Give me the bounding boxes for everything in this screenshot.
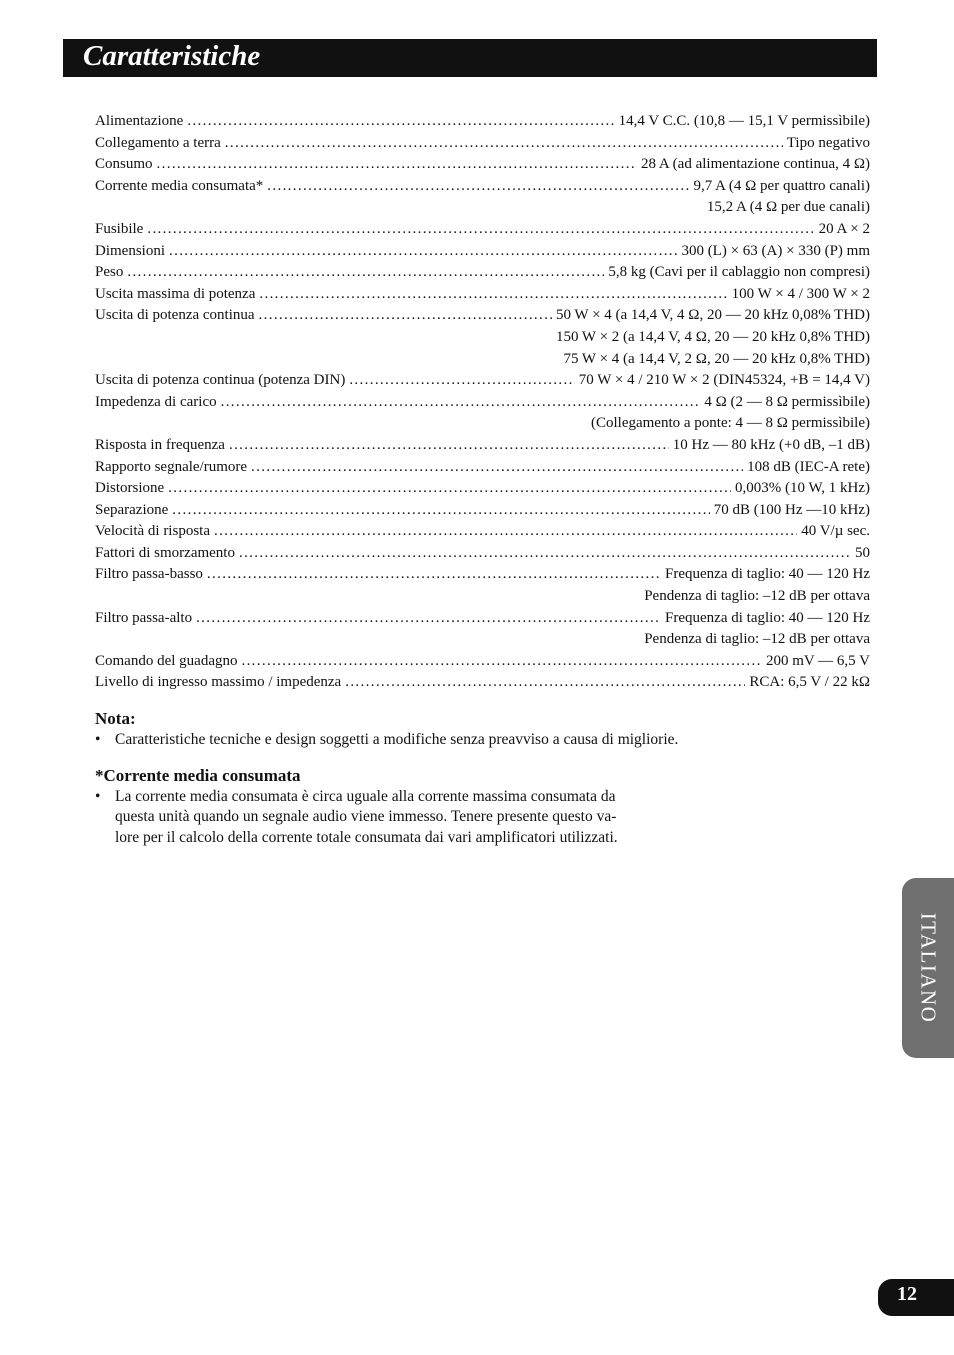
- page-number: 12: [897, 1283, 917, 1305]
- dot-leader: [169, 243, 677, 260]
- spec-value: Frequenza di taglio: 40 — 120 Hz: [665, 609, 870, 626]
- dot-leader: [349, 372, 574, 389]
- spec-value: 20 A × 2: [818, 220, 870, 237]
- spec-row: [95, 566, 870, 588]
- spec-row: [95, 351, 870, 373]
- spec-label: Fattori di smorzamento: [95, 544, 235, 561]
- spec-label: Corrente media consumata*: [95, 177, 264, 194]
- spec-row: [95, 178, 870, 200]
- note-text: Caratteristiche tecniche e design soggetti a modifiche senza preavviso a causa di migliorie.: [115, 731, 679, 748]
- spec-value: 70 W × 4 / 210 W × 2 (DIN45324, +B = 14,4 V): [578, 372, 870, 389]
- spec-value: (Collegamento a ponte: 4 — 8 Ω permissìbile): [590, 415, 870, 432]
- dot-leader: [168, 480, 731, 497]
- spec-row: [95, 113, 870, 135]
- spec-value: 50: [855, 544, 870, 561]
- dot-leader: [187, 113, 614, 130]
- spec-value: RCA: 6,5 V / 22 kΩ: [749, 674, 870, 691]
- spec-row: [95, 545, 870, 567]
- page-number-tab: [878, 1279, 954, 1316]
- dot-leader: [214, 523, 797, 540]
- spec-value: 70 dB (100 Hz —10 kHz): [713, 501, 870, 518]
- spec-row: [95, 502, 870, 524]
- spec-label: Alimentazione: [95, 113, 184, 129]
- dot-leader: [251, 459, 743, 476]
- spec-value: Pendenza di taglio: –12 dB per ottava: [644, 588, 870, 605]
- spec-row: [95, 674, 870, 696]
- spec-label: Fusibile: [95, 220, 144, 237]
- dot-leader: [259, 286, 727, 303]
- spec-label: Dimensioni: [95, 242, 165, 259]
- dot-leader: [225, 135, 783, 152]
- spec-value: 40 V/µ sec.: [801, 523, 870, 540]
- spec-row: [95, 156, 870, 178]
- spec-label: Livello di ingresso massimo / impedenza: [95, 674, 342, 691]
- spec-value: 14,4 V C.C. (10,8 — 15,1 V permissìbile): [618, 113, 870, 129]
- spec-row: [95, 372, 870, 394]
- spec-value: 28 A (ad alimentazione continua, 4 Ω): [641, 156, 870, 173]
- spec-value: 75 W × 4 (a 14,4 V, 2 Ω, 20 — 20 kHz 0,8% THD): [563, 350, 870, 367]
- current-note-heading: *Corrente media consumata: [95, 765, 301, 785]
- spec-label: Comando del guadagno: [95, 652, 238, 669]
- spec-value: 50 W × 4 (a 14,4 V, 4 Ω, 20 — 20 kHz 0,08% THD): [555, 307, 870, 324]
- spec-value: 200 mV — 6,5 V: [765, 652, 870, 669]
- dot-leader: [207, 566, 661, 583]
- spec-value: 150 W × 2 (a 14,4 V, 4 Ω, 20 — 20 kHz 0,8% THD): [555, 328, 870, 345]
- spec-label: Separazione: [95, 501, 169, 518]
- spec-label: Velocità di risposta: [95, 523, 210, 540]
- spec-row: [95, 394, 870, 416]
- spec-row: [95, 329, 870, 351]
- note-heading: Nota:: [95, 709, 136, 728]
- spec-label: Risposta in frequenza: [95, 436, 225, 453]
- spec-row: [95, 199, 870, 221]
- spec-row: [95, 480, 870, 502]
- dot-leader: [221, 394, 701, 411]
- spec-row: [95, 243, 870, 265]
- spec-value: 9,7 A (4 Ω per quattro canali): [693, 177, 870, 194]
- current-note-line: questa unità quando un segnale audio viene immesso. Tenere presente questo va-: [115, 808, 617, 825]
- spec-label: Uscita di potenza continua: [95, 307, 255, 324]
- specifications-list: [95, 113, 870, 696]
- spec-row: [95, 437, 870, 459]
- spec-value: 5,8 kg (Cavi per il cablaggio non compresi): [608, 264, 870, 281]
- language-tab: [902, 878, 954, 1058]
- spec-row: [95, 653, 870, 675]
- spec-row: [95, 307, 870, 329]
- note-item: [95, 730, 795, 751]
- language-tab-label: ITALIANO: [916, 912, 941, 1024]
- dot-leader: [127, 264, 604, 281]
- spec-label: Filtro passa-basso: [95, 566, 203, 583]
- spec-value: Pendenza di taglio: –12 dB per ottava: [644, 631, 870, 648]
- current-note-line: lore per il calcolo della corrente totale consumata dai vari amplificatori utilizzati.: [115, 828, 618, 846]
- spec-label: Distorsione: [95, 480, 165, 497]
- spec-value: 15,2 A (4 Ω per due canali): [706, 199, 870, 216]
- spec-row: [95, 588, 870, 610]
- spec-row: [95, 523, 870, 545]
- spec-value: 4 Ω (2 — 8 Ω permissìbile): [704, 393, 870, 410]
- current-note-text: [115, 787, 795, 849]
- spec-value: Tipo negativo: [786, 134, 870, 151]
- spec-value: 10 Hz — 80 kHz (+0 dB, –1 dB): [672, 436, 870, 453]
- spec-value: 300 (L) × 63 (A) × 330 (P) mm: [681, 242, 870, 259]
- spec-row: [95, 610, 870, 632]
- notes-section: [95, 708, 795, 848]
- spec-row: [95, 459, 870, 481]
- spec-value: 108 dB (IEC-A rete): [747, 458, 870, 475]
- dot-leader: [267, 178, 689, 195]
- current-note-line: La corrente media consumata è circa uguale alla corrente massima consumata da: [115, 787, 616, 805]
- spec-label: Collegamento a terra: [95, 134, 221, 151]
- spec-row: [95, 135, 870, 157]
- bullet-mark: •: [95, 731, 101, 748]
- dot-leader: [157, 156, 637, 173]
- spec-row: [95, 264, 870, 286]
- spec-value: Frequenza di taglio: 40 — 120 Hz: [665, 566, 870, 583]
- dot-leader: [241, 653, 761, 670]
- dot-leader: [196, 610, 661, 627]
- spec-label: Filtro passa-alto: [95, 609, 193, 626]
- spec-label: Impedenza di carico: [95, 393, 217, 410]
- spec-row: [95, 631, 870, 653]
- spec-value: 100 W × 4 / 300 W × 2: [731, 285, 870, 302]
- spec-label: Uscita massima di potenza: [95, 285, 256, 302]
- spec-label: Peso: [95, 264, 124, 281]
- dot-leader: [229, 437, 669, 454]
- dot-leader: [259, 307, 552, 324]
- spec-row: [95, 221, 870, 243]
- spec-row: [95, 415, 870, 437]
- dot-leader: [239, 545, 851, 562]
- spec-label: Uscita di potenza continua (potenza DIN): [95, 372, 346, 389]
- spec-row: [95, 286, 870, 308]
- dot-leader: [172, 502, 709, 519]
- spec-label: Consumo: [95, 156, 153, 173]
- spec-value: 0,003% (10 W, 1 kHz): [735, 480, 870, 497]
- current-note-item: [95, 787, 795, 849]
- dot-leader: [345, 674, 745, 691]
- bullet-mark: •: [95, 787, 101, 805]
- spec-label: Rapporto segnale/rumore: [95, 458, 248, 475]
- page-title: Caratteristiche: [83, 40, 261, 72]
- dot-leader: [147, 221, 814, 238]
- title-bar: [63, 39, 877, 77]
